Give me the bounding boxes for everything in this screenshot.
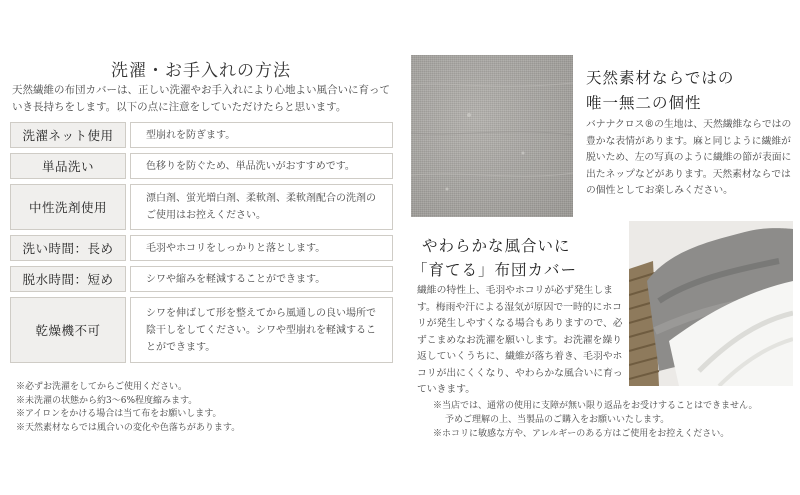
- natural-material-text: バナナクロス®の生地は、天然繊維ならではの豊かな表情があります。麻と同じように繊維が脱いため、左の写真のように繊維の節が表面に出たネップなどがあります。天然素材ならではの個性としてお楽しみください。: [586, 119, 792, 196]
- care-label: 単品洗い: [10, 153, 126, 179]
- care-row: [10, 266, 393, 292]
- fabric-basket-photo: [629, 221, 793, 386]
- natural-heading-line: 天然素材ならではの: [586, 69, 735, 87]
- basket-fabric-icon: [629, 221, 793, 386]
- care-label: 洗濯ネット使用: [10, 122, 126, 148]
- care-section-title: 洗濯・お手入れの方法: [111, 61, 291, 81]
- care-notes: [16, 381, 396, 435]
- natural-heading-line: 唯一無二の個性: [586, 94, 702, 112]
- care-description: 型崩れを防ぎます。: [130, 122, 393, 148]
- care-label: 中性洗剤使用: [10, 184, 126, 230]
- care-row: [10, 235, 393, 261]
- care-table: [10, 122, 393, 368]
- care-row: [10, 153, 393, 179]
- care-intro-text: 天然繊維の布団カバーは、正しい洗濯やお手入れにより心地よい風合いに育っていき長持ちをします。以下の点に注意をしていただけたらと思います。: [12, 84, 390, 113]
- policy-note: ※ホコリに敏感な方や、アレルギーのある方はご使用をお控えください。: [433, 429, 730, 439]
- care-label: 脱水時間：短め: [10, 266, 126, 292]
- care-row: [10, 184, 393, 230]
- care-label: 乾燥機不可: [10, 297, 126, 363]
- natural-material-heading: [586, 66, 796, 116]
- soft-texture-heading: [412, 234, 627, 282]
- care-note: ※天然素材ならでは風合いの変化や色落ちがあります。: [16, 422, 241, 433]
- care-description: シワを伸ばして形を整えてから風通しの良い場所で陰干しをしてください。シワや型崩れを軽減することができます。: [130, 297, 393, 363]
- care-note: ※アイロンをかける場合は当て布をお願いします。: [16, 409, 222, 419]
- soft-heading-line: 「育てる」布団カバー: [412, 261, 578, 279]
- soft-texture-text: 繊維の特性上、毛羽やホコリが必ず発生します。梅雨や汗による湿気が原因で一時的にホコリが発生しやすくなる場合もありますので、必ずこまめなお洗濯を願いします。お洗濯を繰り返していくうちに、繊維が落ち着き、毛羽やホコリが出にくくなり、やわらかな風合いに育っていきます。: [417, 285, 623, 395]
- care-description: 漂白剤、蛍光増白剤、柔軟剤、柔軟剤配合の洗剤のご使用はお控えください。: [130, 184, 393, 230]
- care-label: 洗い時間：長め: [10, 235, 126, 261]
- care-description: 毛羽やホコリをしっかりと落とします。: [130, 235, 393, 261]
- care-note: ※必ずお洗濯をしてからご使用ください。: [16, 382, 188, 392]
- fabric-closeup-photo: [411, 55, 573, 217]
- care-description: 色移りを防ぐため、単品洗いがおすすめです。: [130, 153, 393, 179]
- care-row: [10, 122, 393, 148]
- soft-heading-line: やわらかな風合いに: [422, 237, 571, 255]
- care-description: シワや縮みを軽減することができます。: [130, 266, 393, 292]
- care-note: ※未洗濯の状態から約3～6%程度縮みます。: [16, 395, 198, 406]
- policy-note: 予めご理解の上、当製品のご購入をお願いいたします。: [445, 415, 670, 425]
- policy-notes: [433, 399, 793, 441]
- policy-note: ※当店では、通常の使用に支障が無い限り返品をお受けすることはできません。: [433, 401, 758, 411]
- care-row: [10, 297, 393, 363]
- fabric-texture-icon: [411, 55, 573, 217]
